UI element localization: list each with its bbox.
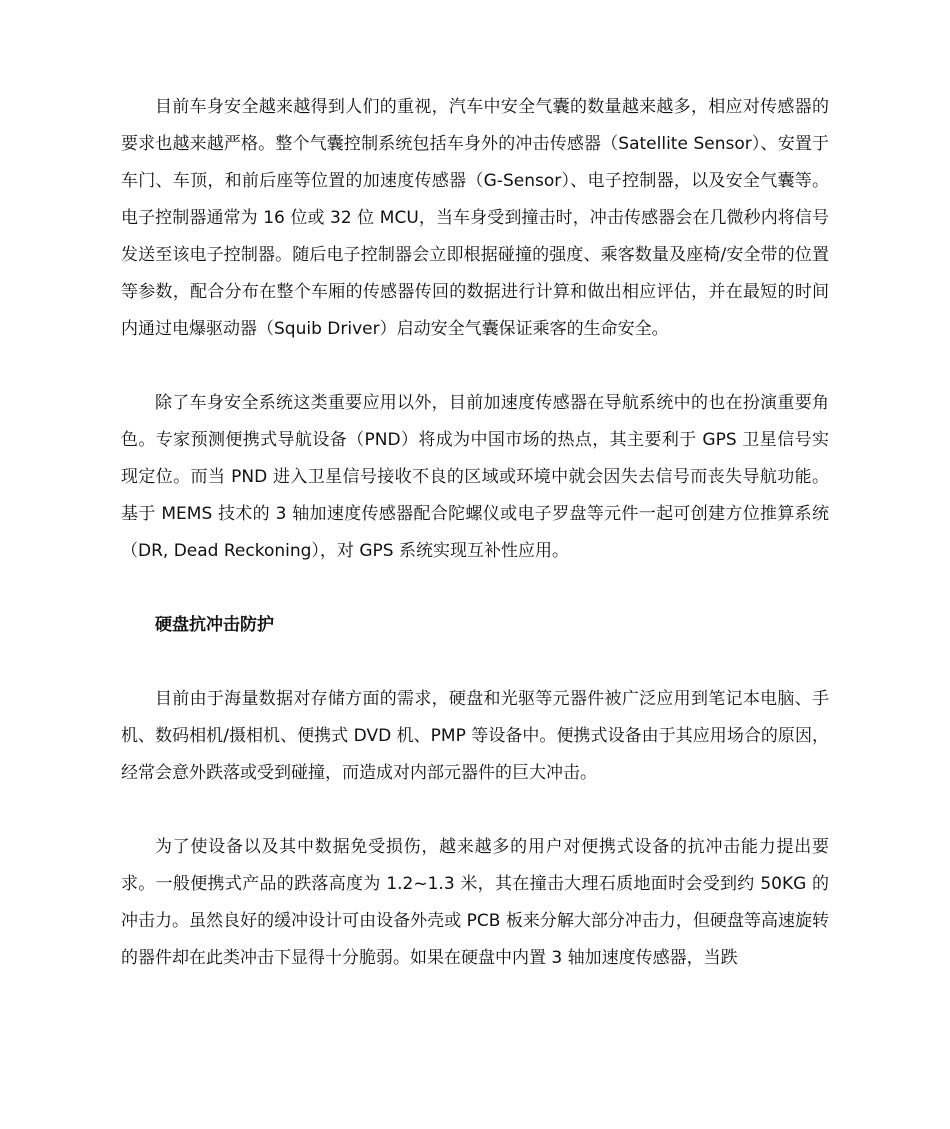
- document-body: [121, 89, 829, 1014]
- paragraph-navigation-sensors: 除了车身安全系统这类重要应用以外，目前加速度传感器在导航系统中的也在扮演重要角色。专家预测便携式导航设备（PND）将成为中国市场的热点，其主要利于 GPS 卫星信号实现定位。而当 PND 进入卫星信号接收不良的区域或环境中就会因失去信号而丧失导航功能。基于 MEMS 技术的 3 轴加速度传感器配合陀螺仪或电子罗盘等元件一起可创建方位推算系统（DR, Dead Reckoning），对 GPS 系统实现互补性应用。: [121, 393, 829, 561]
- paragraph-storage-demand: 目前由于海量数据对存储方面的需求，硬盘和光驱等元器件被广泛应用到笔记本电脑、手机、数码相机/摄相机、便携式 DVD 机、PMP 等设备中。便携式设备由于其应用场合的原因，经常会意外跌落或受到碰撞，而造成对内部元器件的巨大冲击。: [121, 689, 829, 783]
- section-heading: 硬盘抗冲击防护: [155, 615, 274, 635]
- paragraph-shock-protection: 为了使设备以及其中数据免受损伤，越来越多的用户对便携式设备的抗冲击能力提出要求。一般便携式产品的跌落高度为 1.2~1.3 米，其在撞击大理石质地面时会受到约 50KG 的冲击力。虽然良好的缓冲设计可由设备外壳或 PCB 板来分解大部分冲击力，但硬盘等高速旋转的器件却在此类冲击下显得十分脆弱。如果在硬盘中内置 3 轴加速度传感器，当跌: [121, 837, 829, 968]
- paragraph-airbag-sensors: 目前车身安全越来越得到人们的重视，汽车中安全气囊的数量越来越多，相应对传感器的要求也越来越严格。整个气囊控制系统包括车身外的冲击传感器（Satellite Sensor）、安置于车门、车顶，和前后座等位置的加速度传感器（G-Sensor）、电子控制器，以及安全气囊等。电子控制器通常为 16 位或 32 位 MCU，当车身受到撞击时，冲击传感器会在几微秒内将信号发送至该电子控制器。随后电子控制器会立即根据碰撞的强度、乘客数量及座椅/安全带的位置等参数，配合分布在整个车厢的传感器传回的数据进行计算和做出相应评估，并在最短的时间内通过电爆驱动器（Squib Driver）启动安全气囊保证乘客的生命安全。: [121, 97, 829, 339]
